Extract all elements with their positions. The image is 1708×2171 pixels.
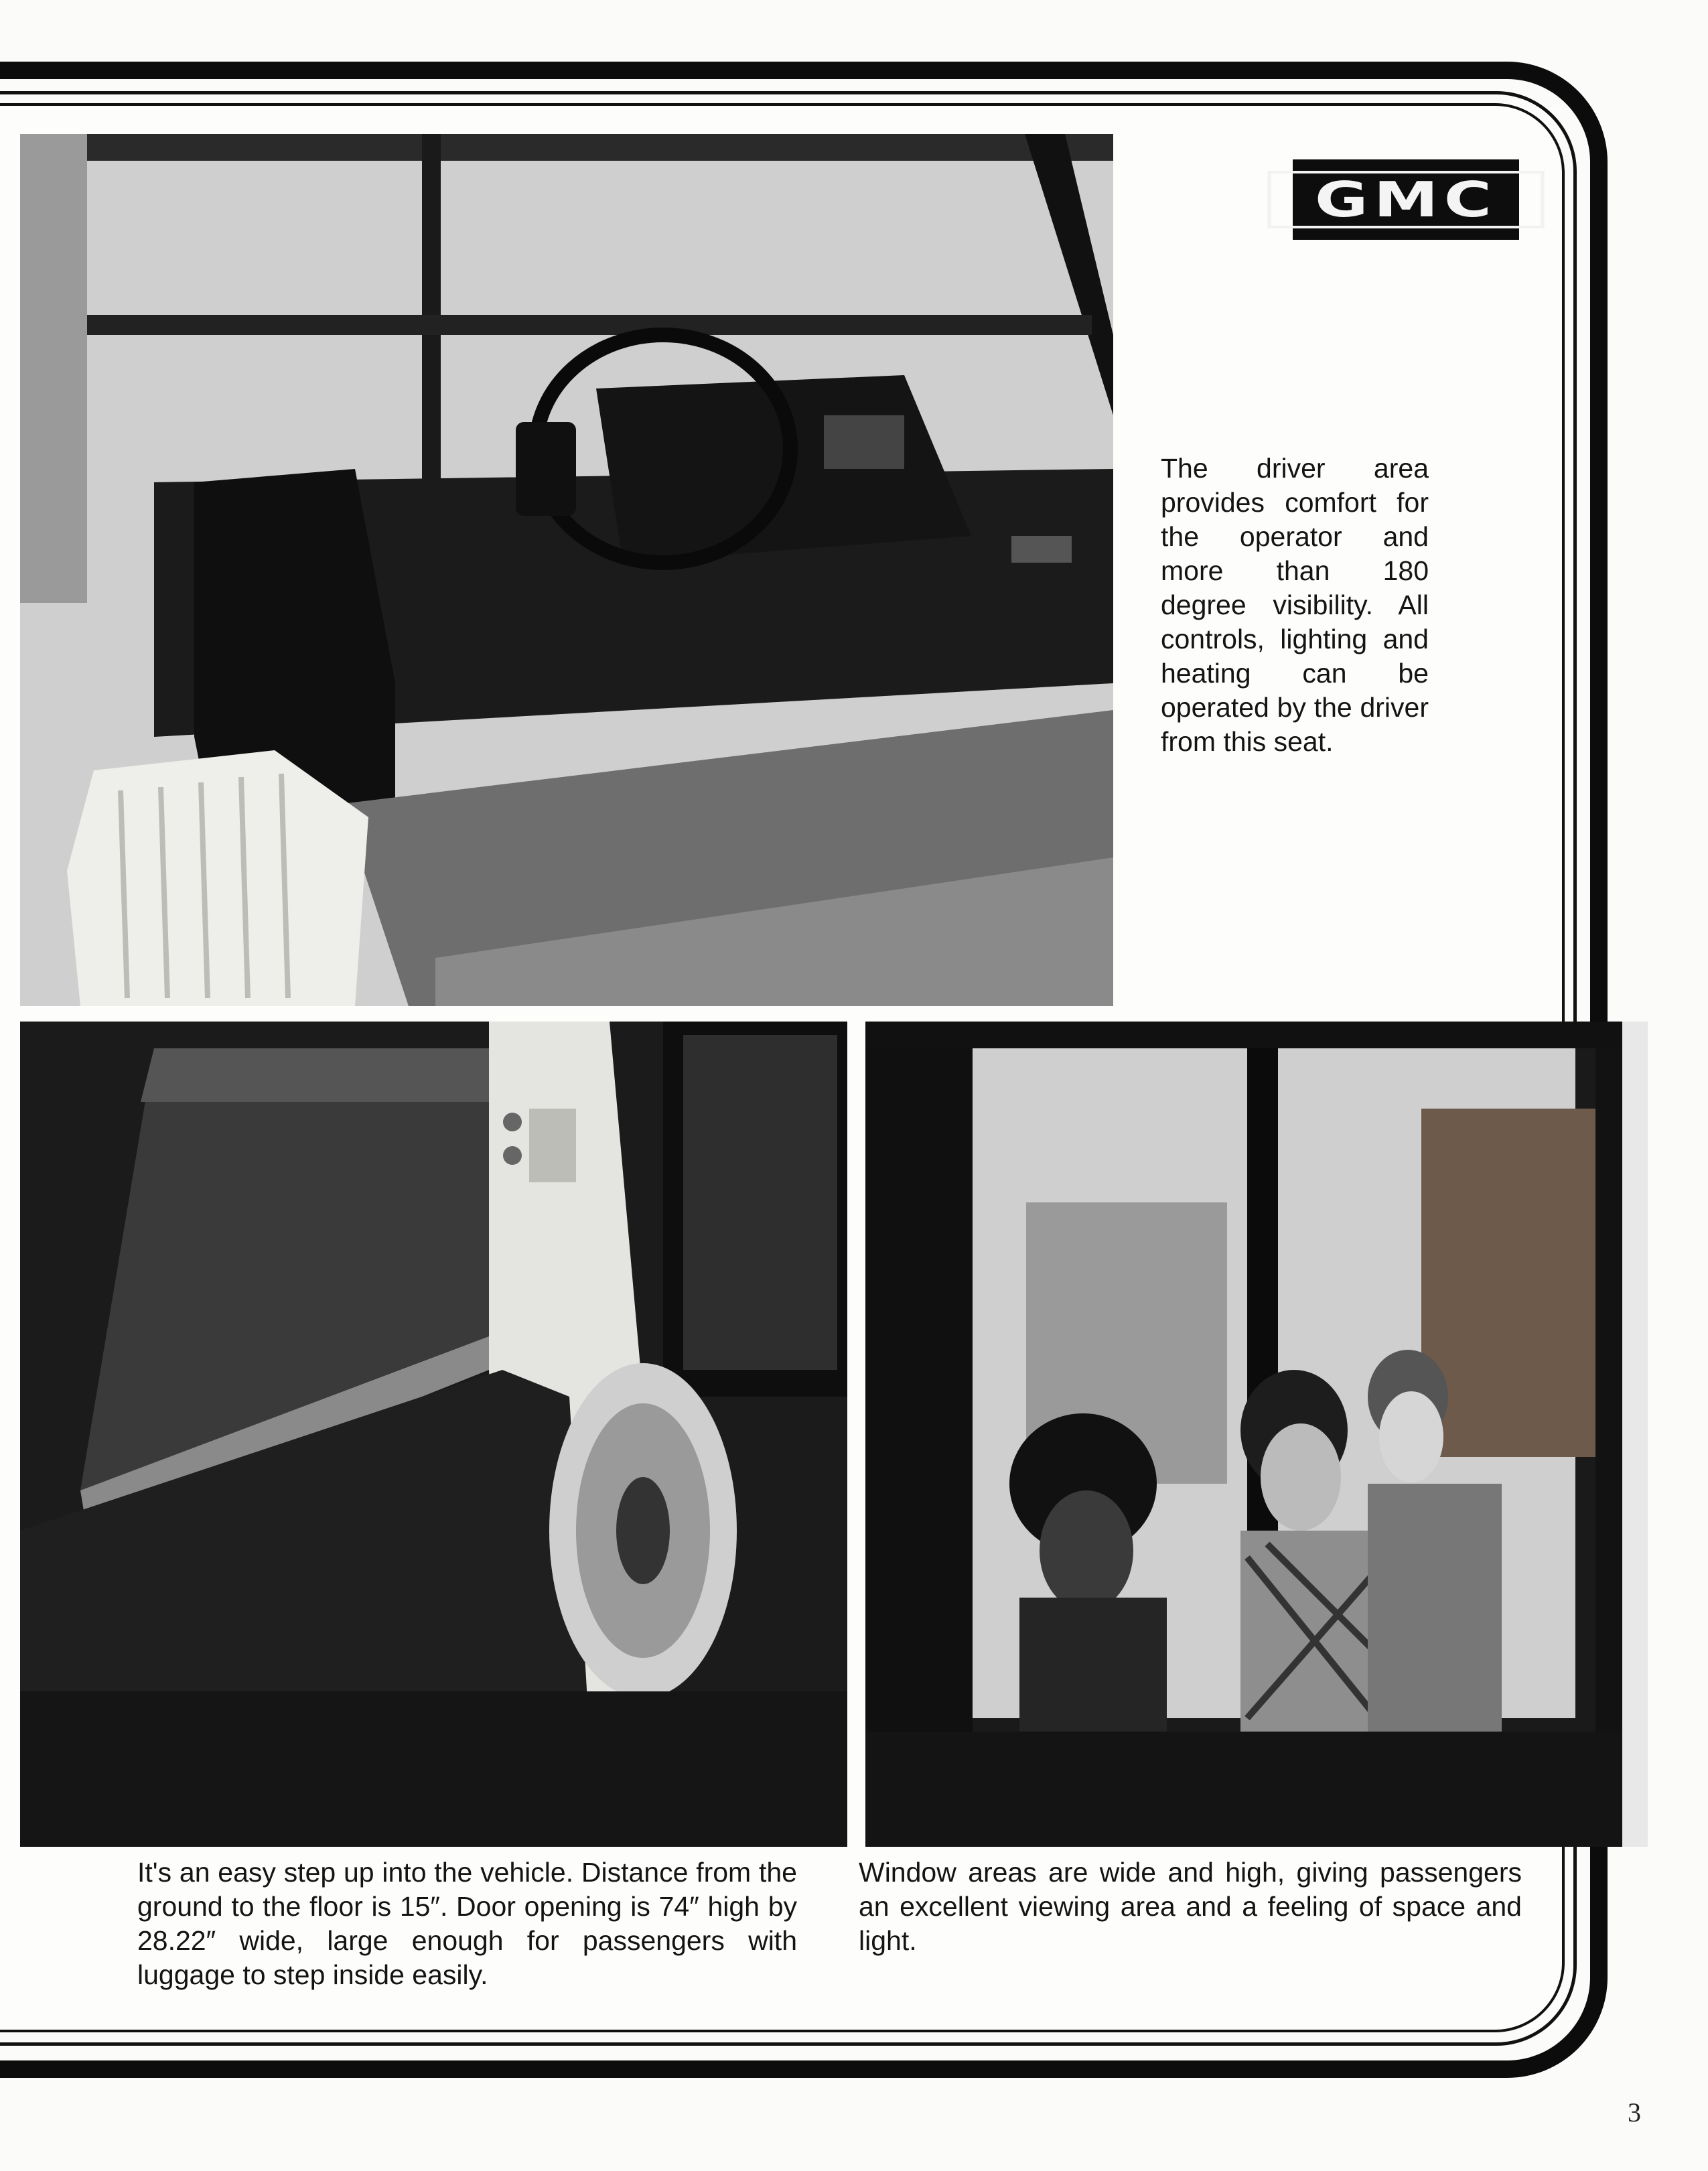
driver-area-photo: [20, 134, 1113, 1006]
window-area-caption: Window areas are wide and high, giving passengers an excellent viewing area and a feeling of space and light.: [859, 1857, 1522, 1956]
door-step-caption: It's an easy step up into the vehicle. Distance from the ground to the floor is 15″. Door opening is 74″ high by 28.22″ wide, large enough for passengers with luggage to step inside easily.: [137, 1857, 797, 1990]
driver-area-caption: The driver area provides comfort for the operator and more than 180 degree visibility. All controls, lighting and heating can be operated by the driver from this seat.: [1161, 453, 1429, 757]
gmc-logo-text: GMC: [1267, 171, 1544, 228]
door-step-photo: [20, 1022, 847, 1847]
page-number: 3: [1628, 2097, 1641, 2127]
gmc-logo: [1293, 159, 1519, 240]
passenger-window-photo: [865, 1022, 1648, 1847]
